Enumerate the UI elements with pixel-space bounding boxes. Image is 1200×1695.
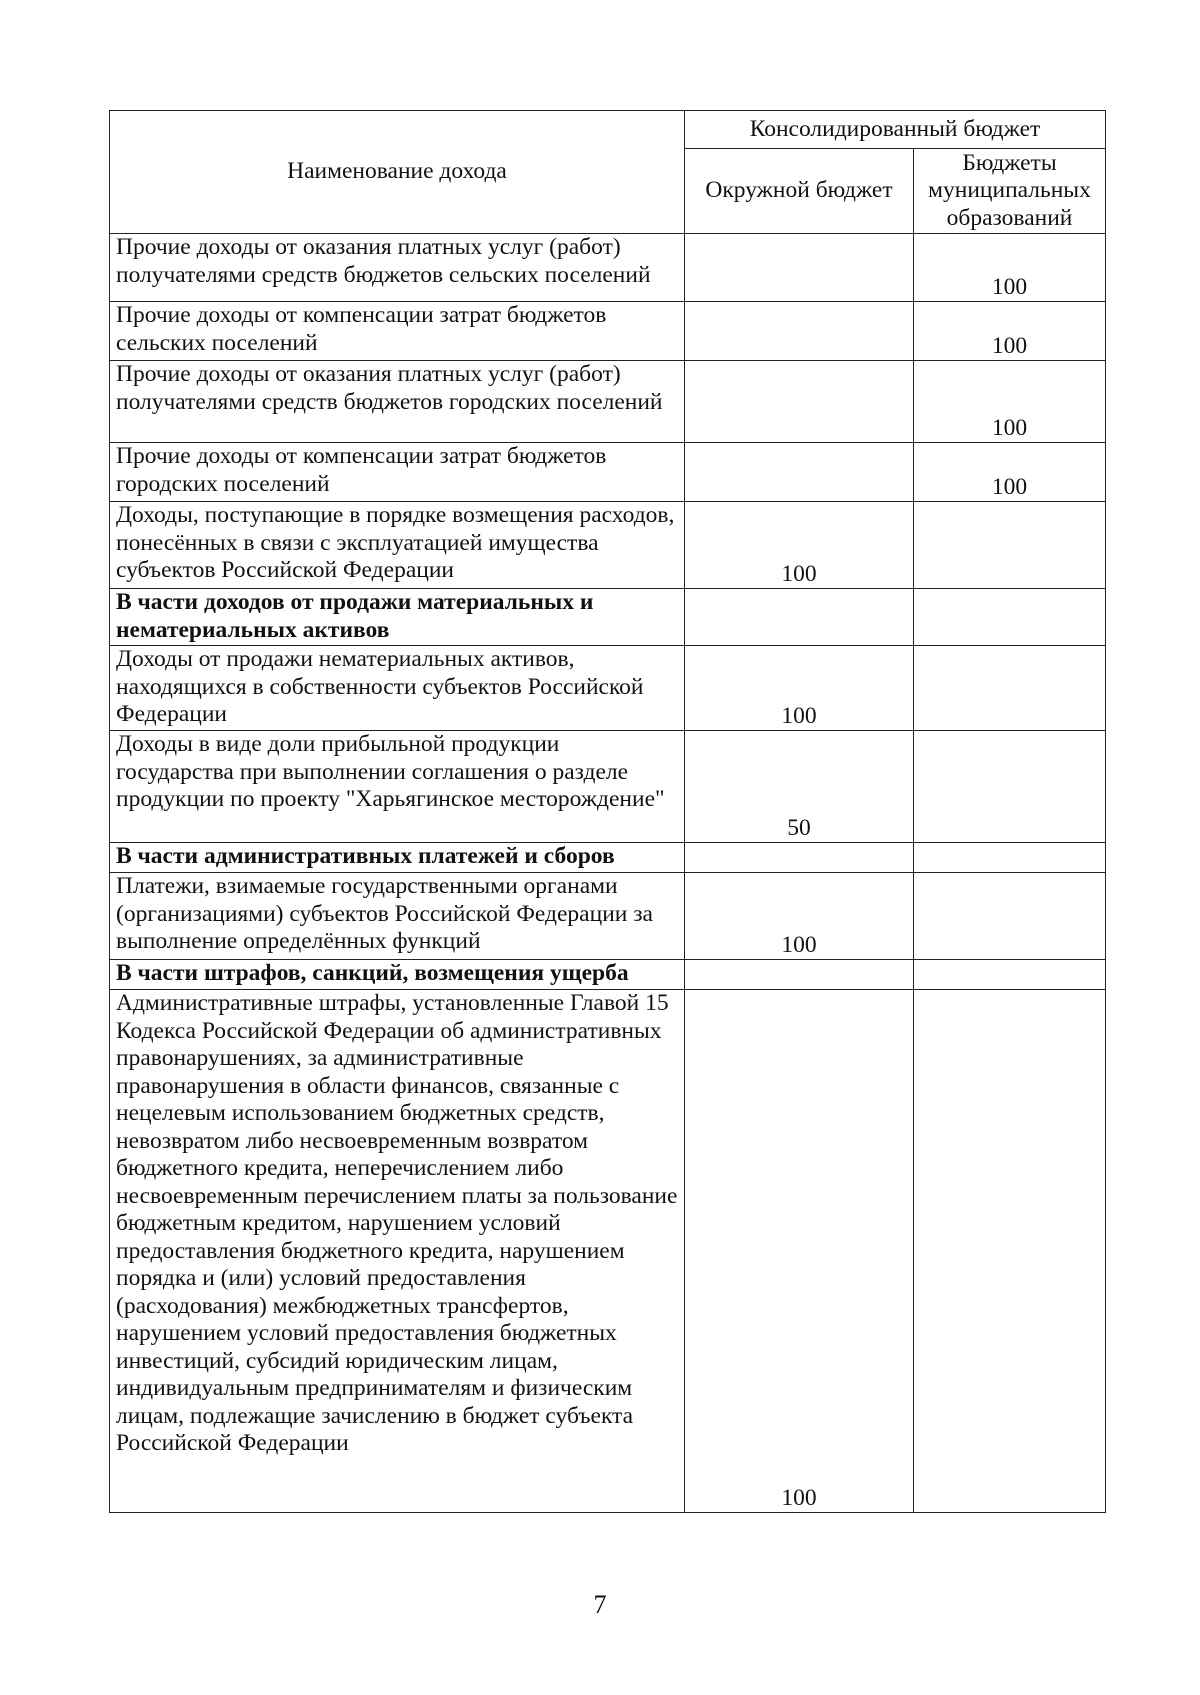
municipal-budget-cell: [914, 843, 1106, 873]
income-name-cell: Платежи, взимаемые государственными органами (организациями) субъектов Российской Федерации за выполнение определённых функций: [110, 873, 685, 960]
municipal-budget-cell: 100: [914, 302, 1106, 361]
okrug-budget-cell: [685, 960, 914, 990]
municipal-budget-cell: [914, 502, 1106, 589]
section-row: [110, 960, 1106, 990]
municipal-budget-cell: 100: [914, 443, 1106, 502]
municipal-budget-cell: 100: [914, 234, 1106, 302]
income-distribution-table: [109, 110, 1106, 1513]
table-row: [110, 443, 1106, 502]
municipal-budget-cell: 100: [914, 361, 1106, 443]
okrug-budget-cell: [685, 234, 914, 302]
table-row: [110, 502, 1106, 589]
income-name-cell: Прочие доходы от компенсации затрат бюджетов сельских поселений: [110, 302, 685, 361]
income-name-cell: В части доходов от продажи материальных и нематериальных активов: [110, 589, 685, 646]
income-name-cell: Прочие доходы от оказания платных услуг (работ) получателями средств бюджетов городских поселений: [110, 361, 685, 443]
okrug-budget-cell: [685, 361, 914, 443]
okrug-budget-cell: 50: [685, 731, 914, 843]
table-row: [110, 302, 1106, 361]
table-row: [110, 873, 1106, 960]
header-consolidated-budget: Консолидированный бюджет: [685, 111, 1106, 149]
okrug-budget-cell: 100: [685, 873, 914, 960]
table-row: [110, 731, 1106, 843]
header-municipal-budgets: Бюджеты муниципальных образований: [914, 149, 1106, 234]
okrug-budget-cell: [685, 302, 914, 361]
table-row: [110, 990, 1106, 1513]
municipal-budget-cell: [914, 589, 1106, 646]
municipal-budget-cell: [914, 646, 1106, 731]
municipal-budget-cell: [914, 990, 1106, 1513]
table-row: [110, 646, 1106, 731]
table-row: [110, 361, 1106, 443]
page-number: 7: [593, 1590, 607, 1619]
header-okrug-budget: Окружной бюджет: [685, 149, 914, 234]
income-name-cell: Прочие доходы от оказания платных услуг (работ) получателями средств бюджетов сельских поселений: [110, 234, 685, 302]
section-row: [110, 843, 1106, 873]
okrug-budget-cell: [685, 589, 914, 646]
okrug-budget-cell: 100: [685, 990, 914, 1513]
income-name-cell: Доходы, поступающие в порядке возмещения расходов, понесённых в связи с эксплуатацией имущества субъектов Российской Федерации: [110, 502, 685, 589]
income-name-cell: Прочие доходы от компенсации затрат бюджетов городских поселений: [110, 443, 685, 502]
okrug-budget-cell: [685, 843, 914, 873]
income-name-cell: Доходы в виде доли прибыльной продукции государства при выполнении соглашения о разделе продукции по проекту "Харьягинское месторождение": [110, 731, 685, 843]
income-name-cell: Административные штрафы, установленные Главой 15 Кодекса Российской Федерации об административных правонарушениях, за административные правонарушения в области финансов, связанные с нецелевым использованием бюджетных средств, невозвратом либо несвоевременным возвратом бюджетного кредита, неперечислением либо несвоевременным перечислением платы за пользование бюджетным кредитом, нарушением условий предоставления бюджетного кредита, нарушением порядка и (или) условий предоставления (расходования) межбюджетных трансфертов, нарушением условий предоставления бюджетных инвестиций, субсидий юридическим лицам, индивидуальным предпринимателям и физическим лицам, подлежащие зачислению в бюджет субъекта Российской Федерации: [110, 990, 685, 1513]
table-row: [110, 234, 1106, 302]
header-income-name: Наименование дохода: [110, 111, 685, 234]
okrug-budget-cell: [685, 443, 914, 502]
income-name-cell: Доходы от продажи нематериальных активов, находящихся в собственности субъектов Российской Федерации: [110, 646, 685, 731]
section-row: [110, 589, 1106, 646]
table-header: [110, 111, 1106, 234]
income-name-cell: В части штрафов, санкций, возмещения ущерба: [110, 960, 685, 990]
municipal-budget-cell: [914, 960, 1106, 990]
okrug-budget-cell: 100: [685, 502, 914, 589]
table-body: [110, 234, 1106, 1513]
municipal-budget-cell: [914, 731, 1106, 843]
municipal-budget-cell: [914, 873, 1106, 960]
okrug-budget-cell: 100: [685, 646, 914, 731]
income-name-cell: В части административных платежей и сборов: [110, 843, 685, 873]
